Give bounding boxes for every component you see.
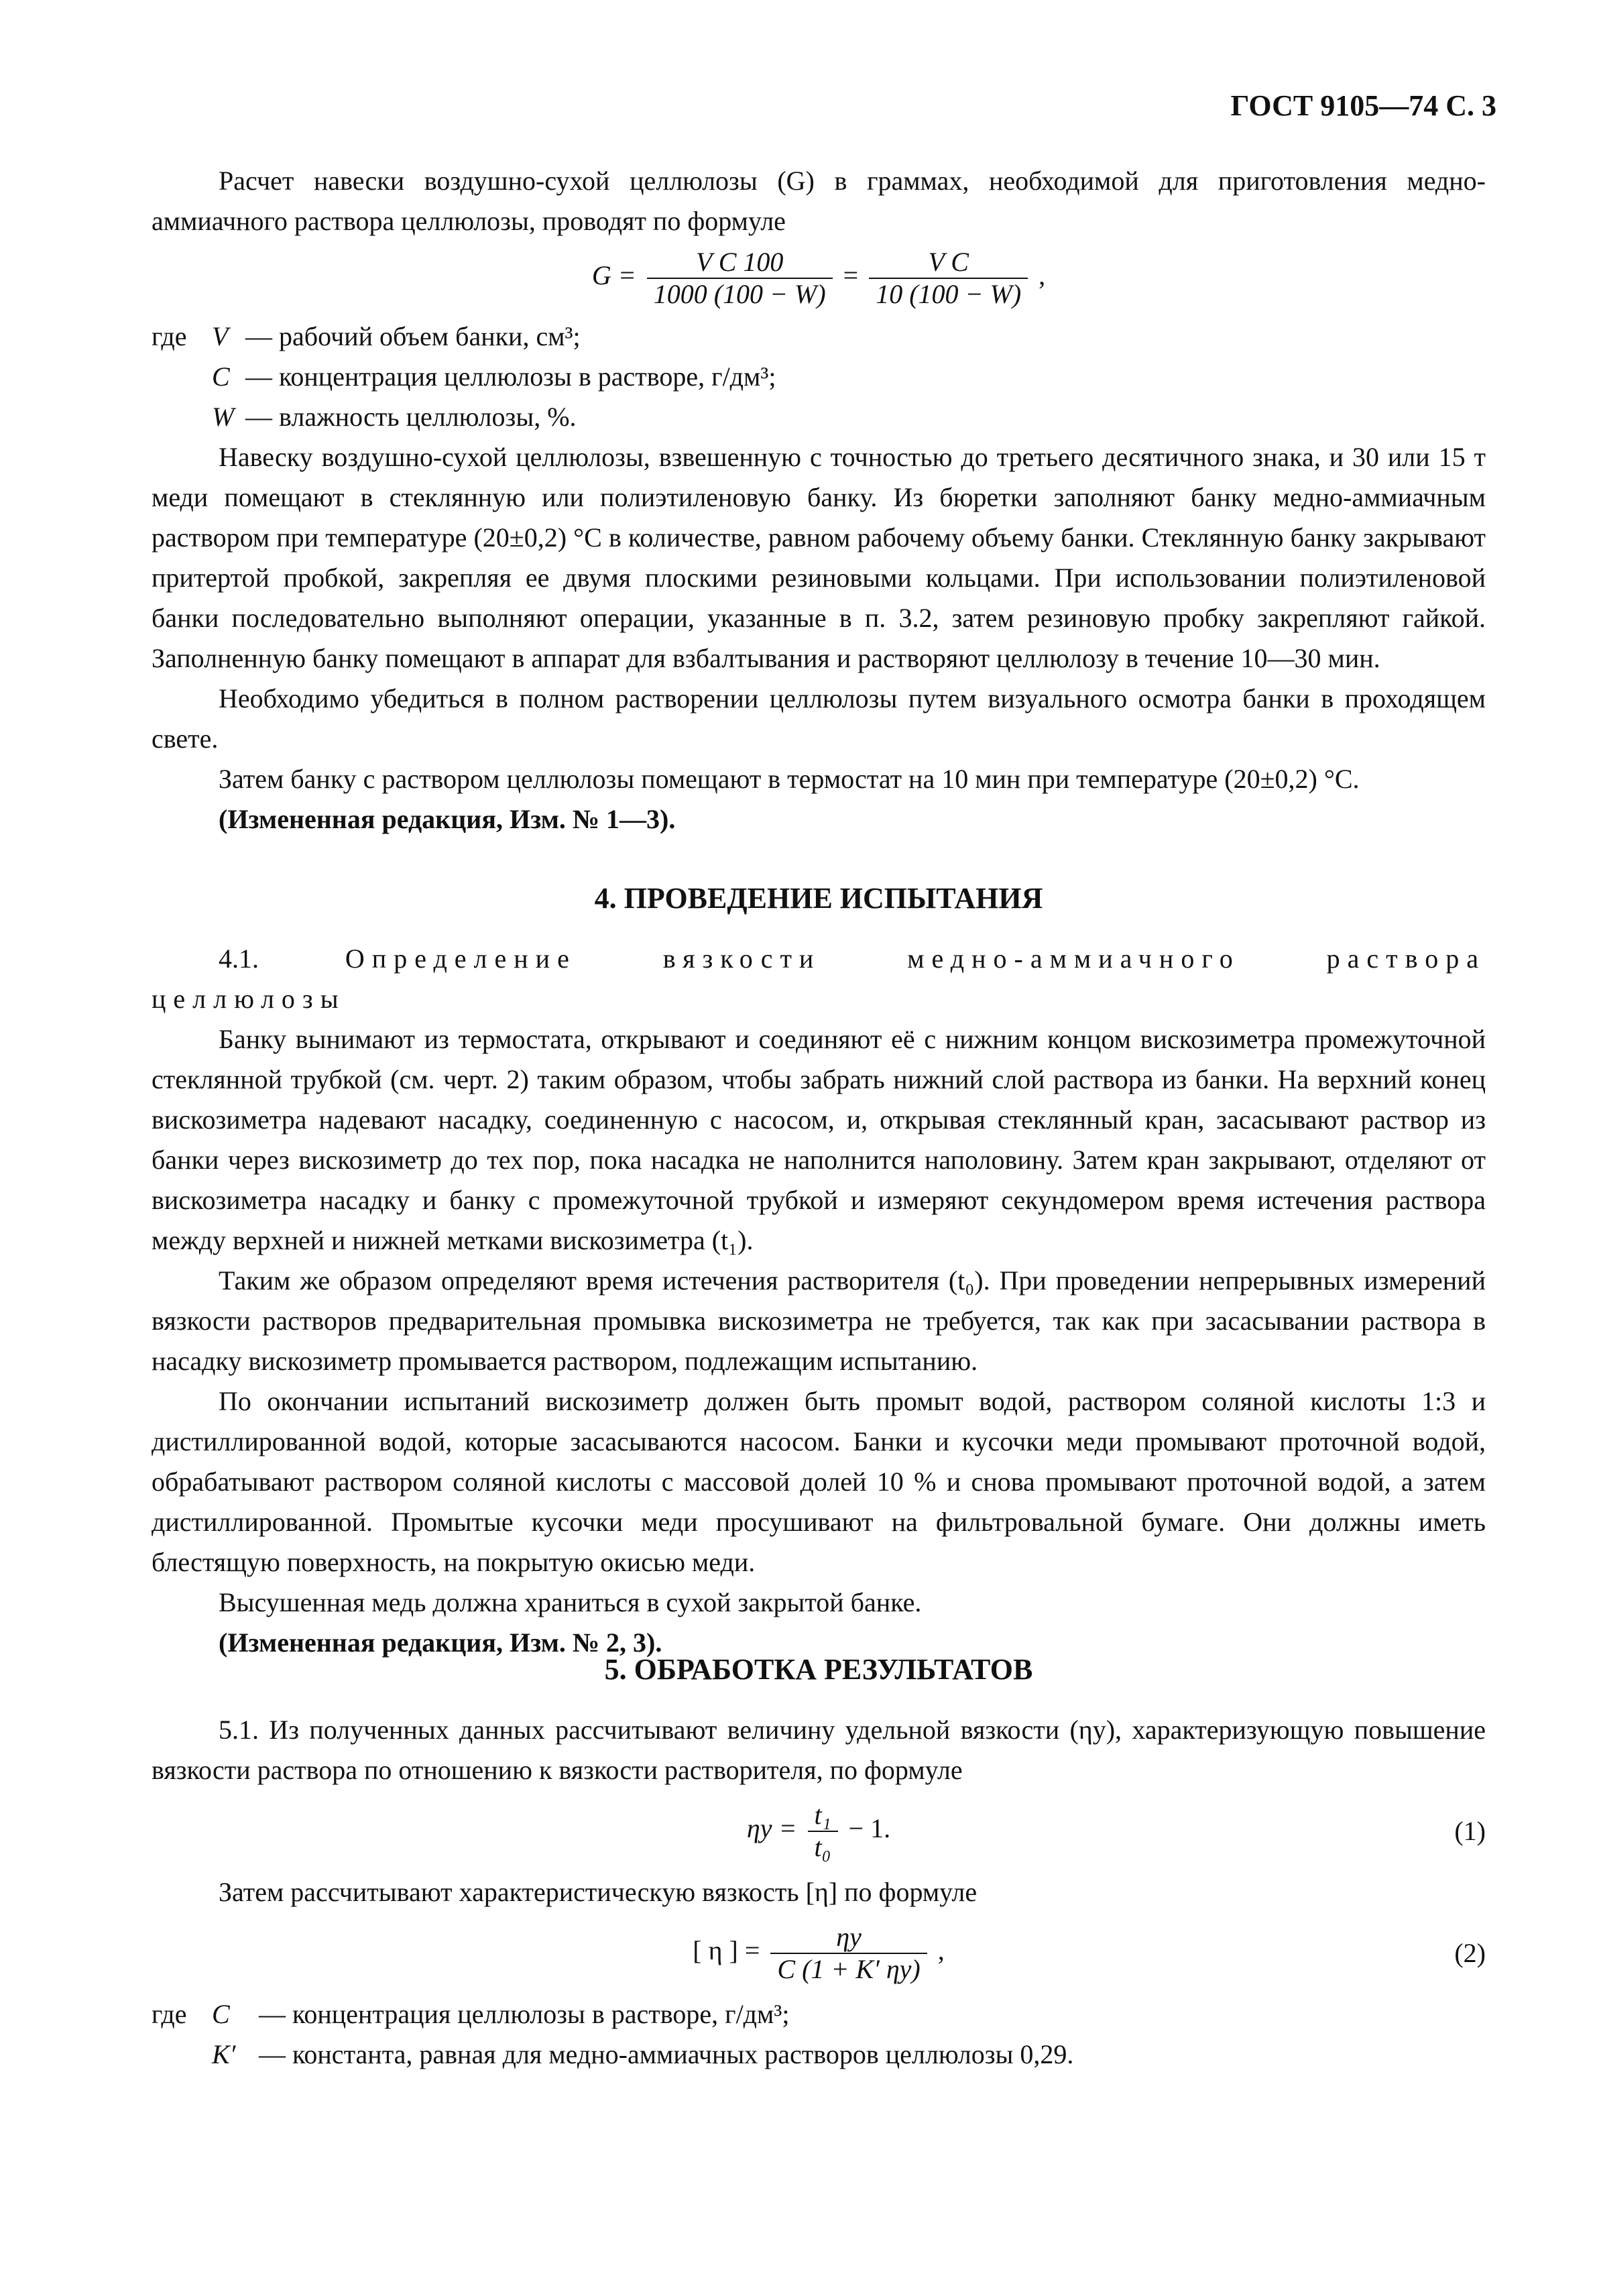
- def-text: — концентрация целлюлозы в растворе, г/дм³;: [259, 1999, 790, 2029]
- formula-g-fraction-2: [869, 247, 1028, 310]
- section-4-revision-note: (Измененная редакция, Изм. № 2, 3).: [219, 1627, 662, 1658]
- intro-paragraph-3: Необходимо убедиться в полном растворении целлюлозы путем визуального осмотра банки в проходящем свете.: [152, 683, 1486, 754]
- subsection-4-1-title: Определение вязкости медно-аммиачного раствора: [345, 943, 1486, 974]
- formula-g-equals: =: [843, 260, 859, 291]
- def-text: — концентрация целлюлозы в растворе, г/дм³;: [245, 361, 776, 392]
- section-5-paragraph-1: 5.1. Из полученных данных рассчитывают величину удельной вязкости (ηу), характеризующую повышение вязкости раствора по отношению к вязкости растворителя, по формуле: [152, 1715, 1486, 1785]
- formula-g-lhs: G =: [591, 260, 636, 291]
- def-row-k: [152, 2034, 1486, 2075]
- where-label: где: [152, 321, 187, 351]
- page-header: ГОСТ 9105—74 С. 3: [1230, 89, 1496, 122]
- def-text: — рабочий объем банки, см³;: [245, 321, 581, 351]
- intro-paragraph-2: Навеску воздушно-сухой целлюлозы, взвешенную с точностью до третьего десятичного знака, и 30 или 15 т меди помещают в стеклянную или полиэтиленовую банку. Из бюретки заполняют банку медно-аммиачным раствором при температуре (20±0,2) °С в количестве, равном рабочему объему банки. Стеклянную банку закрывают притертой пробкой, закрепляя ее двумя плоскими резиновыми кольцами. При использовании полиэтиленовой банки последовательно выполняют операции, указанные в п. 3.2, затем резиновую пробку закрепляют гайкой. Заполненную банку помещают в аппарат для взбалтывания и растворяют целлюлозу в течение 10—30 мин.: [152, 442, 1486, 673]
- equation-2: [152, 1922, 1486, 1985]
- section-4-paragraph-3: По окончании испытаний вискозиметр должен быть промыт водой, раствором соляной кислоты 1:3 и дистиллированной водой, которые засасываются насосом. Банки и кусочки меди промывают проточной водой, обрабатывают раствором соляной кислоты с массовой долей 10 % и снова промывают проточной водой, а затем дистиллированной. Промытые кусочки меди просушивают на фильтровальной бумаге. Они должны иметь блестящую поверхность, на покрытую окисью меди.: [152, 1386, 1486, 1577]
- equation-2-num: ηу: [770, 1922, 927, 1954]
- equation-2-lhs: [ η ] =: [693, 1935, 760, 1966]
- def-sym: W: [212, 402, 235, 432]
- section-4-paragraph-4: Высушенная медь должна храниться в сухой закрытой банке.: [219, 1587, 922, 1617]
- def-sym: V: [212, 321, 229, 351]
- equation-1-fraction: [808, 1800, 838, 1863]
- intro-paragraph-4: Затем банку с раствором целлюлозы помещают в термостат на 10 мин при температуре (20±0,2) °С.: [219, 764, 1360, 794]
- formula-g-den-1: 1000 (100 − W): [653, 279, 826, 309]
- def-row-w: [152, 397, 1486, 437]
- def-text: — константа, равная для медно-аммиачных растворов целлюлозы 0,29.: [259, 2039, 1074, 2069]
- equation-2-fraction: [770, 1922, 927, 1985]
- section-5-paragraph-2: Затем рассчитывают характеристическую вязкость [η] по формуле: [219, 1877, 978, 1907]
- def-row-v: [152, 317, 1486, 357]
- intro-revision-note: (Измененная редакция, Изм. № 1—3).: [219, 804, 676, 834]
- section-4-paragraph-2: Таким же образом определяют время истечения растворителя (t₀). При проведении непрерывных измерений вязкости растворов предварительная промывка вискозиметра не требуется, так как при засасывании раствора в насадку вискозиметр промывается раствором, подлежащим испытанию.: [152, 1265, 1486, 1376]
- subsection-4-1-title-line-2: целлюлозы: [152, 984, 346, 1014]
- def-sym: C: [212, 361, 230, 392]
- equation-2-number: (2): [1454, 1938, 1486, 1968]
- equation-2-den: C (1 + K′ ηу): [777, 1954, 921, 1984]
- section-5: [152, 1650, 1486, 2075]
- def-row-c2: [152, 1994, 1486, 2034]
- section-4-title: 4. ПРОВЕДЕНИЕ ИСПЫТАНИЯ: [594, 882, 1043, 915]
- equation-2-tail: ,: [937, 1935, 945, 1966]
- intro-block: [152, 161, 1486, 840]
- intro-paragraph-1: Расчет навески воздушно-сухой целлюлозы (G) в граммах, необходимой для приготовления медно-аммиачного раствора целлюлозы, проводят по формуле: [152, 166, 1486, 236]
- where-label-2: где: [152, 1999, 187, 2029]
- equation-1-num: t₁: [808, 1800, 838, 1832]
- def-sym: K′: [212, 2039, 236, 2069]
- equation-1-lhs: ηу =: [746, 1813, 797, 1844]
- def-sym: C: [212, 1999, 230, 2029]
- formula-g-tail: ,: [1039, 260, 1046, 291]
- subsection-4-1-title-line-1: [152, 939, 1486, 979]
- formula-g-num-1: V C 100: [647, 247, 833, 279]
- section-4-paragraph-1: Банку вынимают из термостата, открывают и соединяют её с нижним концом вискозиметра промежуточной стеклянной трубкой (см. черт. 2) таким образом, чтобы забрать нижний слой раствора из банки. На верхний конец вискозиметра надевают насадку, соединенную с насосом, и, открывая стеклянный кран, засасывают раствор из банки через вискозиметр до тех пор, пока насадка не наполнится наполовину. Затем кран закрывают, отделяют от вискозиметра насадку и банку с промежуточной трубкой и измеряют секундомером время истечения раствора между верхней и нижней метками вискозиметра (t₁).: [152, 1024, 1486, 1255]
- section-4: [152, 878, 1486, 1663]
- equation-1-number: (1): [1454, 1816, 1486, 1846]
- formula-g-num-2: V C: [869, 247, 1028, 279]
- def-text: — влажность целлюлозы, %.: [245, 402, 577, 432]
- subsection-4-1-number: 4.1.: [219, 943, 259, 974]
- section-5-title: 5. ОБРАБОТКА РЕЗУЛЬТАТОВ: [604, 1653, 1033, 1686]
- def-row-c: [152, 357, 1486, 397]
- formula-g: [152, 247, 1486, 310]
- formula-g-den-2: 10 (100 − W): [876, 279, 1022, 309]
- formula-g-fraction-1: [647, 247, 833, 310]
- equation-1: [152, 1800, 1486, 1863]
- equation-1-tail: − 1.: [848, 1813, 891, 1844]
- equation-1-den: t₀: [814, 1832, 831, 1862]
